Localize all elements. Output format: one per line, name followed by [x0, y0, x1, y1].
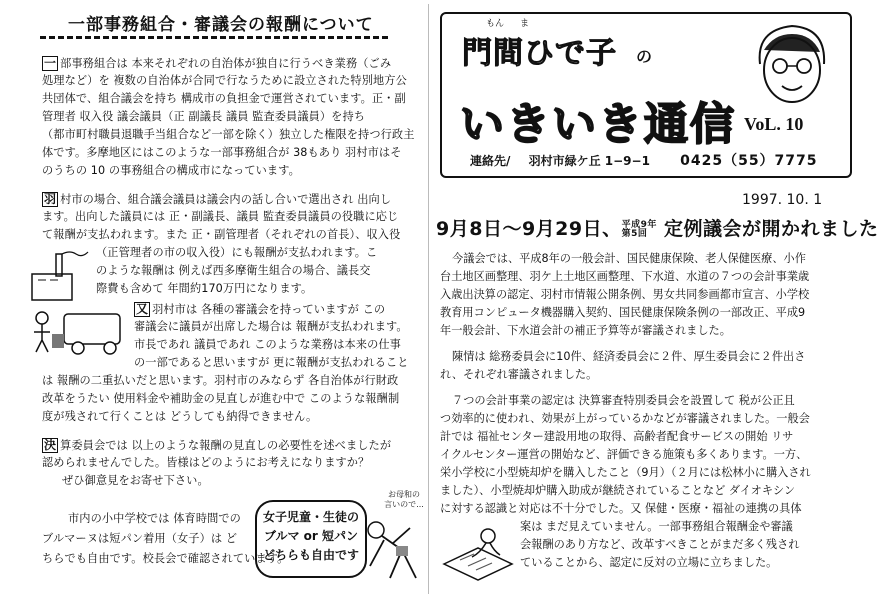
body-line-13: に対する認識と対応は不十分でした。又 保健・医療・福祉の連携の具体 — [440, 502, 802, 515]
body-line-9: 計では 福祉センター建設用地の取得、高齢者配食サービスの開始 リサ — [440, 430, 794, 443]
author-name-particle: の — [636, 47, 653, 66]
p1-line-3: 管理者 収入役 議会議員（正 副議長 議員 監査委員議員）を持ち — [42, 110, 366, 123]
author-name: 門間ひで子 — [462, 36, 617, 71]
p3-line-4: は 報酬の二重払いだと思います。羽村市のみならず 各自治体が行財政 — [42, 374, 399, 387]
contact-line — [470, 150, 818, 170]
headline-text: 定例議会が開かれました — [664, 218, 879, 240]
p2-line-5: 際費も含めて 年間約170万円になります。 — [96, 282, 313, 295]
garbage-truck-illustration — [28, 304, 132, 360]
contact-address: 羽村市緑ケ丘 1−9−1 — [528, 154, 650, 168]
body-line-11: 栄小学校に小型焼却炉を購入したこと（9月）（２月には松林小に購入され — [440, 466, 811, 479]
name-ruby-1: もん — [486, 19, 505, 29]
title-underline — [40, 36, 388, 39]
issue-date: 1997. 10. 1 — [742, 192, 823, 208]
body-line-14: 案は まだ見えていません。一部事務組合報酬金や審議 — [520, 520, 793, 533]
body-line-7: ７つの会計事業の認定は 決算審査特別委員会を設置して 税が公正且 — [452, 394, 795, 407]
p4-initial: 決 — [44, 438, 57, 452]
illustration-note: お母和の 言いので... — [384, 490, 424, 509]
headline-dates: 9月8日〜9月29日、 — [436, 218, 622, 240]
body-line-0: 今議会では、平成8年の一般会計、国民健康保険、老人保健医療、小作 — [452, 252, 806, 265]
p4-line-0: 決 算委員会では 以上のような報酬の見直しの必要性を述べましたが — [44, 438, 392, 452]
name-ruby-2: ま — [520, 19, 530, 29]
body-line-15: 会報酬のあり方など、改革すべきことがまだ多く残され — [520, 538, 800, 551]
p1-line-5: 体です。多摩地区にはこのような一部事務組合が 38もあり 羽村市はそ — [42, 146, 402, 159]
p1-line-2: 共団体で、組合議会を持ち 構成市の負担金で運営されています。正・副 — [42, 92, 406, 105]
body-line-16: ていることから、認定に反対の立場に立ちました。 — [520, 556, 778, 569]
p1-line-1: 処理など）を 複数の自治体が合同で行なうために設立された特別地方公 — [42, 74, 407, 87]
p2-line-0: 羽 村市の場合、組合議会議員は議会内の話し合いで選出され 出向し — [44, 192, 392, 206]
p3-line-1: 審議会に議員が出席した場合は 報酬が支払われます。 — [134, 320, 408, 333]
body-line-6: れ、それぞれ審議されました。 — [440, 368, 598, 381]
p1-line-6: のうちの 10 の事務組合の構成市になっています。 — [42, 164, 300, 177]
body-line-5: 陳情は 総務委員会に10件、経済委員会に２件、厚生委員会に２件出さ — [452, 350, 806, 363]
p3-line-3: の一部であると思いますが 更に報酬が支払われること — [134, 356, 409, 369]
p1-line-4: （都市町村職員退職手当組合など一部を除く）独立した権限を持つ行政主 — [42, 128, 415, 141]
article-title: 一部事務組合・審議会の報酬について — [68, 15, 374, 35]
body-line-3: 教育用コンピュータ機器購入契約、国民健康保険条例の一部改正、平成9 — [440, 306, 806, 319]
p2-line-3: （正管理者の市の収入役）にも報酬が支払われます。こ — [96, 246, 378, 259]
p3-line-0: 又 羽村市は 各種の審議会を持っていますが この — [136, 302, 386, 316]
bloomers-callout: 女子児童・生徒の ブルマ or 短パン どちらも自由です — [255, 500, 367, 578]
newsletter-title: いきいき通信 — [460, 99, 736, 150]
p5-line-0: 市内の小中学校では 体育時間での — [68, 512, 241, 525]
p1-initial: 一 — [44, 56, 57, 70]
contact-phone: 0425（55）7775 — [680, 153, 818, 169]
p2-line-2: て報酬が支払われます。また 正・副管理者（それぞれの首長）、収入役 — [42, 228, 401, 241]
session-headline — [436, 214, 879, 241]
column-divider — [428, 4, 429, 594]
p3-line-5: 改革をうたい 使用料金や補助金の見直しが進む中で このような報酬制 — [42, 392, 400, 405]
body-line-12: ました）、小型焼却炉購入助成が継続されていることなど ダイオキシン — [440, 484, 796, 497]
p3-line-6: 度が残されて行くことは どうしても納得できません。 — [42, 410, 318, 423]
body-line-2: 入歳出決算の認定、羽村市情報公開条例、男女共同参画都市宣言、小学校 — [440, 288, 810, 301]
p4-line-1: 認められませんでした。皆様はどのようにお考えになりますか？ — [42, 456, 370, 469]
p5-line-1: ブルマーヌは短パン着用（女子）は ど — [42, 532, 238, 545]
p2-line-1: ます。出向した議員には 正・副議長、議員 監査委員議員の役職に応じ — [42, 210, 399, 223]
p3-line-2: 市長であれ 議員であれ このような業務は本来の仕事 — [134, 338, 401, 351]
p3-initial: 又 — [136, 302, 149, 316]
body-line-8: つ効率的に使われ、効果が上がっているかなどが審議されました。一般会 — [440, 412, 810, 425]
p2-line-4: のような報酬は 例えば西多摩衛生組合の場合、議長交 — [96, 264, 371, 277]
body-line-4: 年一般会計、下水道会計の補正予算等が審議されました。 — [440, 324, 731, 337]
exercising-child-illustration — [362, 500, 426, 584]
p2-initial: 羽 — [44, 192, 57, 206]
contact-label: 連絡先/ — [470, 154, 511, 168]
p5-line-2: ちらでも自由です。校長会で確認されています。 — [42, 552, 289, 565]
volume-number: VoL. 10 — [744, 114, 804, 134]
body-line-10: イクルセンター運営の開始など、評価できる施策も多くあります。一方、 — [440, 448, 808, 461]
desk-work-illustration — [440, 518, 516, 584]
factory-illustration — [26, 248, 90, 304]
headline-session-tag: 平成9年 第5回 — [621, 219, 657, 239]
p1-line-0: 一 部事務組合は 本来それぞれの自治体が独自に行うべき業務（ごみ — [44, 56, 392, 70]
author-portrait — [746, 20, 838, 112]
p4-line-2: ぜひ御意見をお寄せ下さい。 — [62, 474, 209, 487]
body-line-1: 台土地区画整理、羽ケ上土地区画整理、下水道、水道の７つの会計事業歳 — [440, 270, 810, 283]
